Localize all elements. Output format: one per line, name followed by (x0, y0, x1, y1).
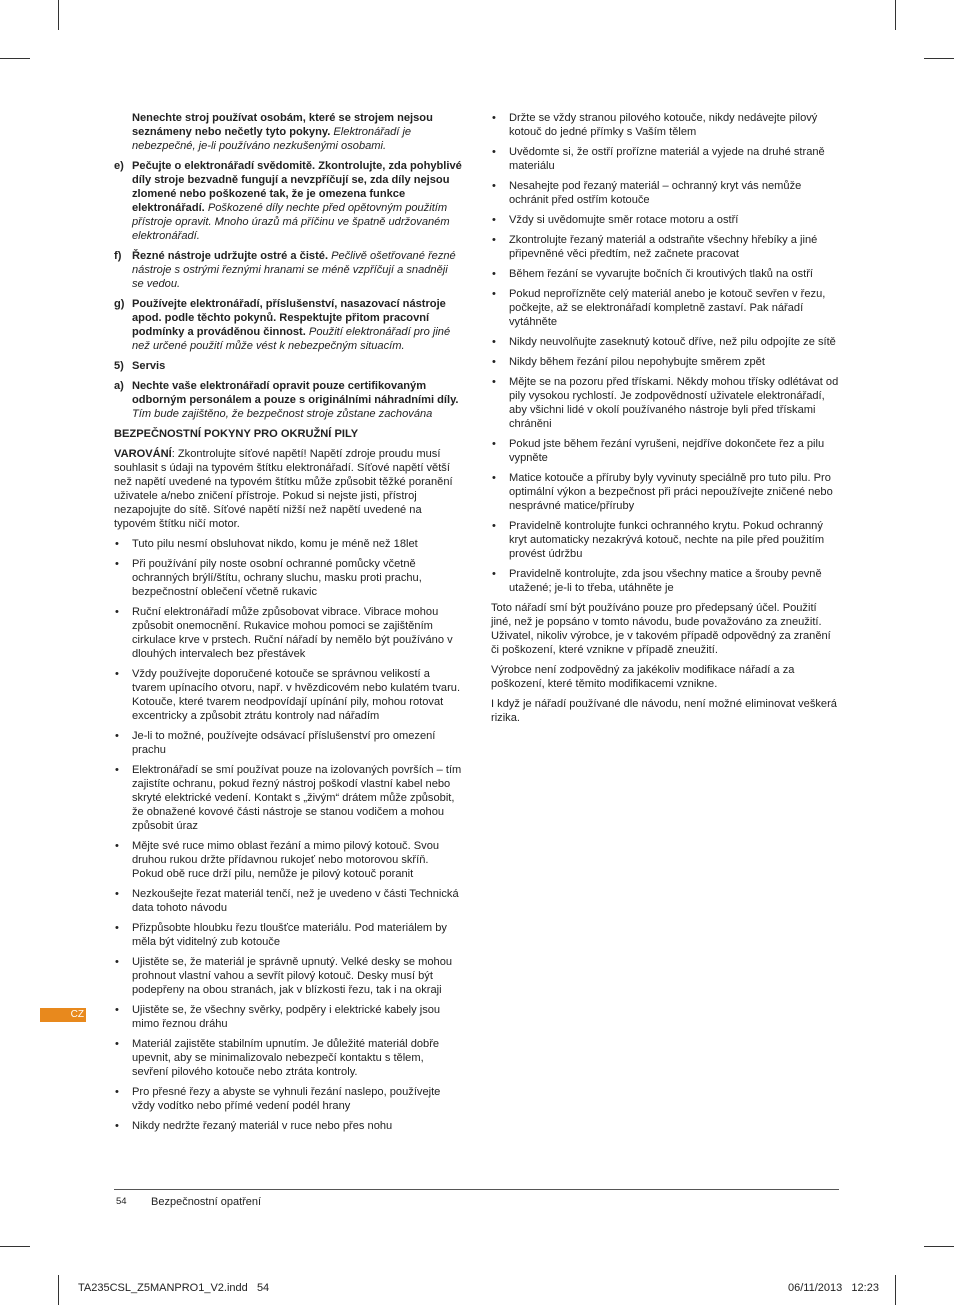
right-bullet-list (491, 111, 839, 595)
bullet-icon: • (492, 356, 496, 368)
list-item: • Pokud jste během řezání vyrušeni, nejdříve dokončete řez a pilu vypněte (492, 438, 825, 464)
list-item: • Nikdy nedržte řezaný materiál v ruce nebo přes nohu (115, 1120, 393, 1132)
item-label: f) (114, 250, 122, 262)
crop-mark (924, 1246, 954, 1247)
list-item: • Ujistěte se, že materiál je správně upnutý. Velké desky se mohou prohnout vlastní vahou a sevřít pilový kotouč. Desky musí být podepřeny na obou stranách, jak v blízkosti řezu, tak i na okraji (115, 956, 453, 996)
item-italic: Poškozené díly nechte před opětovným použitím přístroje opravit. Mnoho úrazů má příčinu ve špatně udržovaném elektronářadí. (132, 202, 450, 242)
section-heading: BEZPEČNOSTNÍ POKYNY PRO OKRUŽNÍ PILY (114, 428, 359, 440)
warning-label: VAROVÁNÍ (114, 448, 172, 460)
crop-mark (0, 58, 30, 59)
list-item: • Materiál zajistěte stabilním upnutím. Je důležité materiál dobře upevnit, aby se minimalizovalo nebezpečí kontaktu s tělem, sevření pilového kotouče nebo ztráta kontroly. (115, 1038, 440, 1078)
crop-mark (0, 1246, 30, 1247)
item-italic: Použití elektronářadí pro jiné než určené použití může vést k nebezpečným situacím. (132, 326, 451, 352)
list-item: • Pro přesné řezy a abyste se vyhnuli řezání naslepo, používejte vždy vodítko nebo přímé vedení podél hrany (115, 1086, 441, 1112)
bullet-icon: • (115, 538, 119, 550)
left-column (114, 111, 462, 1139)
bullet-icon: • (492, 376, 496, 388)
bullet-icon: • (115, 888, 119, 900)
bullet-icon: • (492, 234, 496, 246)
bullet-icon: • (115, 1086, 119, 1098)
section-servis (114, 359, 462, 373)
item-label: e) (114, 160, 124, 172)
item-italic: Tím bude zajištěno, že bezpečnost stroje zůstane zachována (132, 408, 433, 420)
page-number: 54 (116, 1196, 127, 1207)
item-bold: Řezné nástroje udržujte ostré a čisté. (132, 250, 329, 262)
list-item: • Zkontrolujte řezaný materiál a odstraňte všechny hřebíky a jiné připevněné věci předtím, než začnete pracovat (492, 234, 818, 260)
item-bold: Pečujte o elektronářadí svědomitě. Zkontrolujte, zda pohyblivé díly stroje bezvadně fungují a nevzpříčují se, zda díly nejsou zlomené nebo poškozené tak, že je omezena funkce elektronářadí. (132, 160, 462, 214)
bullet-icon: • (492, 214, 496, 226)
list-item: • Mějte své ruce mimo oblast řezání a mimo pilový kotouč. Svou druhou rukou držte přídavnou rukojeť nebo motorovou skříň. Pokud obě ruce drží pilu, nemůže je pilový kotouč poranit (115, 840, 440, 880)
bullet-icon: • (115, 764, 119, 776)
bullet-icon: • (492, 336, 496, 348)
bullet-icon: • (492, 288, 496, 300)
safety-item-g (114, 297, 462, 353)
list-item: • Uvědomte si, že ostří prořízne materiál a vyjede na druhé straně materiálu (492, 146, 825, 172)
bullet-icon: • (115, 606, 119, 618)
item-label: g) (114, 298, 125, 310)
item-label: a) (114, 380, 124, 392)
bullet-icon: • (492, 472, 496, 484)
crop-mark (58, 1275, 59, 1305)
list-item: • Ujistěte se, že všechny svěrky, podpěry i elektrické kabely jsou mimo řeznou dráhu (115, 1004, 441, 1030)
list-item: • Pravidelně kontrolujte funkci ochranného krytu. Pokud ochranný kryt automaticky nezakrývá kotouč, nechte na pile před použitím provést údržbu (492, 520, 825, 560)
usage-paragraph: Toto nářadí smí být používáno pouze pro předepsaný účel. Použití jiné, než je popsáno v tomto návodu, bude považováno za zneužití. Uživatel, nikoliv výrobce, je v takovém případě odpovědný za zranění či poškození, které vznikne v případě zneužití. (491, 602, 831, 656)
bullet-icon: • (492, 268, 496, 280)
safety-item-f (114, 249, 462, 291)
bullet-icon: • (492, 438, 496, 450)
item-label: 5) (114, 360, 124, 372)
safety-item-a (114, 379, 462, 421)
crop-mark (924, 58, 954, 59)
footer-divider (114, 1189, 839, 1190)
bullet-icon: • (492, 520, 496, 532)
language-tab: CZ (40, 1008, 86, 1022)
warning-text: : Zkontrolujte síťové napětí! Napětí zdroje proudu musí souhlasit s údaji na typovém štítku elektronářadí. Síťové napětí větší než napětí uvedené na typovém štítku může způsobit těžké poranění uživatele a/nebo zničení přístroje. Pokud si nejste jisti, přístroj nezapojujte do sítě. Síťové napětí nižší než napětí uvedené na typovém štítku ničí motor. (114, 448, 453, 530)
list-item: • Nikdy neuvolňujte zaseknutý kotouč dříve, než pilu odpojíte ze sítě (492, 336, 836, 348)
item-bold: Používejte elektronářadí, příslušenství, nasazovací nástroje apod. podle těchto pokynů. Respektujte přitom pracovní podmínky a prováděnou činnost. (132, 298, 446, 338)
warning-paragraph (114, 447, 462, 531)
slug-filename: TA235CSL_Z5MANPRO1_V2.indd 54 (78, 1282, 270, 1294)
list-item: • Pokud neprořízněte celý materiál anebo je kotouč sevřen v řezu, počkejte, až se elektronářadí kompletně zastaví. Pak nářadí vytáhněte (492, 288, 826, 328)
list-item: • Během řezání se vyvarujte bočních či kroutivých tlaků na ostří (492, 268, 813, 280)
list-item: • Nezkoušejte řezat materiál tenčí, než je uvedeno v části Technická data tohoto návodu (115, 888, 459, 914)
safety-item-e (114, 159, 462, 243)
bullet-icon: • (115, 668, 119, 680)
bullet-icon: • (492, 568, 496, 580)
item-bold: Servis (132, 360, 166, 372)
bullet-icon: • (492, 112, 496, 124)
bullet-icon: • (115, 558, 119, 570)
crop-mark (895, 0, 896, 30)
list-item: • Ruční elektronářadí může způsobovat vibrace. Vibrace mohou způsobit onemocnění. Rukavice mohou pomoci se zajištěním cirkulace krve v prstech. Ruční nářadí by nemělo být používáno v dlouhých intervalech bez přestávek (115, 606, 453, 660)
list-item: • Přizpůsobte hloubku řezu tloušťce materiálu. Pod materiálem by měla být viditelný zub kotouče (115, 922, 447, 948)
left-bullet-list (114, 537, 462, 1133)
intro-italic: Elektronářadí je nebezpečné, je-li používáno nezkušenými osobami. (132, 126, 412, 152)
list-item: • Pravidelně kontrolujte, zda jsou všechny matice a šrouby pevně utažené; je-li to třeba, utáhněte je (492, 568, 822, 594)
bullet-icon: • (115, 1120, 119, 1132)
bullet-icon: • (115, 840, 119, 852)
list-item: • Nikdy během řezání pilou nepohybujte směrem zpět (492, 356, 765, 368)
list-item: • Vždy používejte doporučené kotouče se správnou velikostí a tvarem upínacího otvoru, např. v hvězdicovém nebo kulatém tvaru. Kotouče, které tvarem neodpovídají upínání pily, mohou rotovat excentricky a způsobit ztrátu kontroly nad nářadím (115, 668, 461, 722)
bullet-icon: • (492, 180, 496, 192)
list-item: • Při používání pily noste osobní ochranné pomůcky včetně ochranných brýlí/štítu, ochrany sluchu, masku proti prachu, bezpečnostní oblečení včetně rukavic (115, 558, 422, 598)
bullet-icon: • (115, 1004, 119, 1016)
liability-paragraph: Výrobce není zodpovědný za jakékoliv modifikace nářadí a za poškození, které těmito modifikacemi vznikne. (491, 664, 795, 690)
list-item: • Vždy si uvědomujte směr rotace motoru a ostří (492, 214, 739, 226)
bullet-icon: • (492, 146, 496, 158)
list-item: • Je-li to možné, používejte odsávací příslušenství pro omezení prachu (115, 730, 436, 756)
intro-bold: Nenechte stroj používat osobám, které se strojem nejsou seznámeny nebo nečetly tyto pokyny. (132, 112, 433, 138)
list-item: • Tuto pilu nesmí obsluhovat nikdo, komu je méně než 18let (115, 538, 418, 550)
bullet-icon: • (115, 730, 119, 742)
item-bold: Nechte vaše elektronářadí opravit pouze certifikovaným odborným personálem a pouze s originálními náhradními díly. (132, 380, 459, 406)
bullet-icon: • (115, 956, 119, 968)
crop-mark (895, 1275, 896, 1305)
list-item: • Matice kotouče a příruby byly vyvinuty speciálně pro tuto pilu. Pro optimální výkon a bezpečnost při práci nepoužívejte zničené nebo nesprávné matice/příruby (492, 472, 833, 512)
right-column (491, 111, 839, 731)
bullet-icon: • (115, 1038, 119, 1050)
footer-title: Bezpečnostní opatření (151, 1196, 262, 1208)
bullet-icon: • (115, 922, 119, 934)
item-italic: Pečlivě ošetřované řezné nástroje s ostrými řeznými hranami se méně vzpříčují a snadněji se vedou. (132, 250, 456, 290)
list-item: • Držte se vždy stranou pilového kotouče, nikdy nedávejte pilový kotouč do jedné přímky s Vaším tělem (492, 112, 818, 138)
crop-mark (58, 0, 59, 30)
intro-paragraph (114, 111, 462, 153)
list-item: • Elektronářadí se smí používat pouze na izolovaných površích – tím zajistíte ochranu, pokud řezný nástroj poškodí vlastní kabel nebo skryté elektrické vedení. Kontakt s „živým“ drátem může způsobit, že obnažené kovové části nástroje se stanou vodičem a mohou způsobit úraz (115, 764, 462, 832)
list-item: • Mějte se na pozoru před třískami. Někdy mohou třísky odlétávat od pily vysokou rychlostí. Je zodpovědností uživatele elektronářadí, aby všichni lidé v okolí používaného nástroje byli před třískami chráněni (492, 376, 839, 430)
list-item: • Nesahejte pod řezaný materiál – ochranný kryt vás nemůže ochránit před ostřím kotouče (492, 180, 802, 206)
risk-paragraph: I když je nářadí používané dle návodu, není možné eliminovat veškerá rizika. (491, 698, 837, 724)
slug-date: 06/11/2013 12:23 (788, 1282, 879, 1294)
